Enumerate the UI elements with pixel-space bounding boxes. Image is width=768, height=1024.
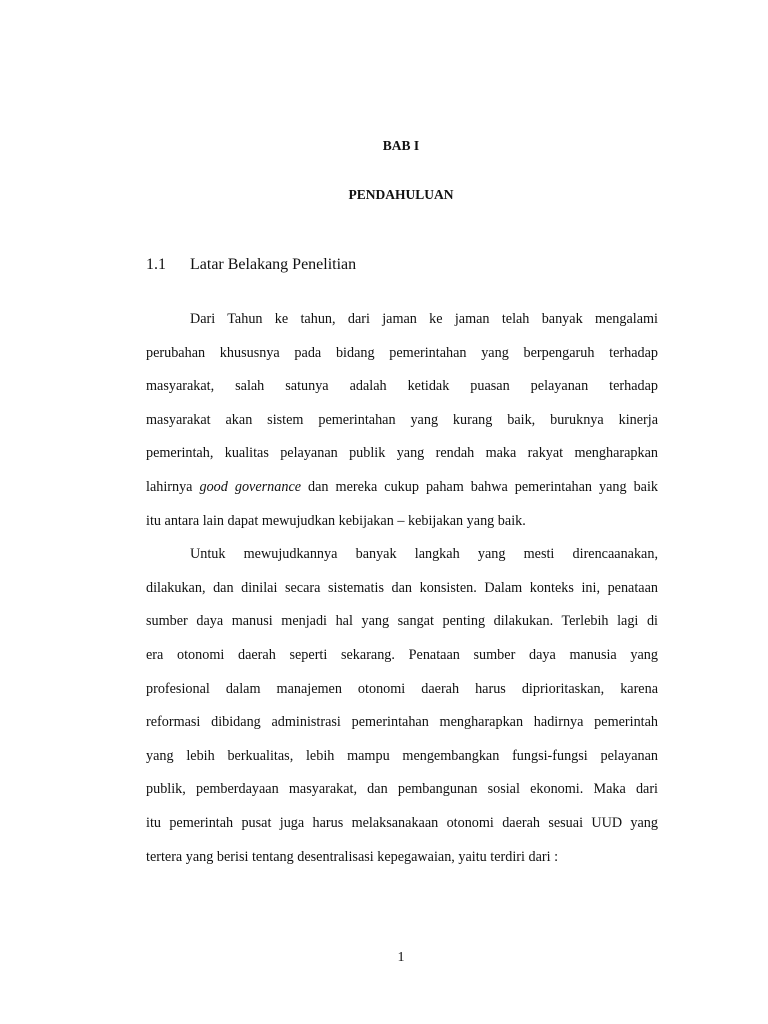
page-number: 1 — [397, 950, 405, 965]
paragraph-1-line-7: itu antara lain dapat mewujudkan kebijakan – kebijakan yang baik. — [146, 512, 526, 529]
paragraph-1-line-1: Dari Tahun ke tahun, dari jaman ke jaman telah banyak mengalami — [190, 311, 658, 327]
paragraph-2-line-1: Untuk mewujudkannya banyak langkah yang mesti direncaanakan, — [190, 546, 658, 563]
paragraph-2-line-7: yang lebih berkualitas, lebih mampu mengembangkan fungsi-fungsi pelayanan — [146, 747, 658, 764]
paragraph-2-line-4: era otonomi daerah seperti sekarang. Penataan sumber daya manusia yang — [146, 646, 658, 663]
paragraph-2-line-3: sumber daya manusi menjadi hal yang sangat penting dilakukan. Terlebih lagi di — [146, 613, 658, 630]
paragraph-1-line-5: pemerintah, kualitas pelayanan publik yang rendah maka rakyat mengharapkan — [146, 445, 658, 462]
paragraph-2-line-2: dilakukan, dan dinilai secara sistematis dan konsisten. Dalam konteks ini, penataan — [146, 579, 658, 596]
paragraph-2-line-8: publik, pemberdayaan masyarakat, dan pembangunan sosial ekonomi. Maka dari — [146, 781, 658, 798]
paragraph-2-line-9: itu pemerintah pusat juga harus melaksanakaan otonomi daerah sesuai UUD yang — [146, 814, 658, 831]
paragraph-1-line-6-end: dan mereka cukup paham bahwa pemerintahan yang baik — [301, 478, 658, 495]
paragraph-2-line-10: tertera yang berisi tentang desentralisasi kepegawaian, yaitu terdiri dari : — [146, 848, 559, 865]
paragraph-1-line-3: masyarakat, salah satunya adalah ketidak puasan pelayanan terhadap — [146, 378, 658, 395]
paragraph-1-line-4: masyarakat akan sistem pemerintahan yang kurang baik, buruknya kinerja — [146, 411, 658, 428]
chapter-title: PENDAHULUAN — [348, 187, 454, 202]
section-number: 1.1 — [146, 256, 166, 273]
paragraph-2-line-6: reformasi dibidang administrasi pemerintahan mengharapkan hadirnya pemerintah — [146, 714, 658, 731]
body-text — [146, 303, 658, 874]
chapter-number: BAB I — [382, 138, 420, 153]
paragraph-1-line-6 — [146, 471, 658, 505]
section-title: Latar Belakang Penelitian — [190, 256, 357, 273]
section-heading — [146, 255, 356, 275]
paragraph-2-line-5: profesional dalam manajemen otonomi daerah harus diprioritaskan, karena — [146, 680, 658, 697]
italic-term: good governance — [199, 478, 302, 495]
paragraph-1-line-6-start: lahirnya — [146, 478, 200, 495]
paragraph-1-line-2: perubahan khususnya pada bidang pemerintahan yang berpengaruh terhadap — [146, 344, 658, 361]
